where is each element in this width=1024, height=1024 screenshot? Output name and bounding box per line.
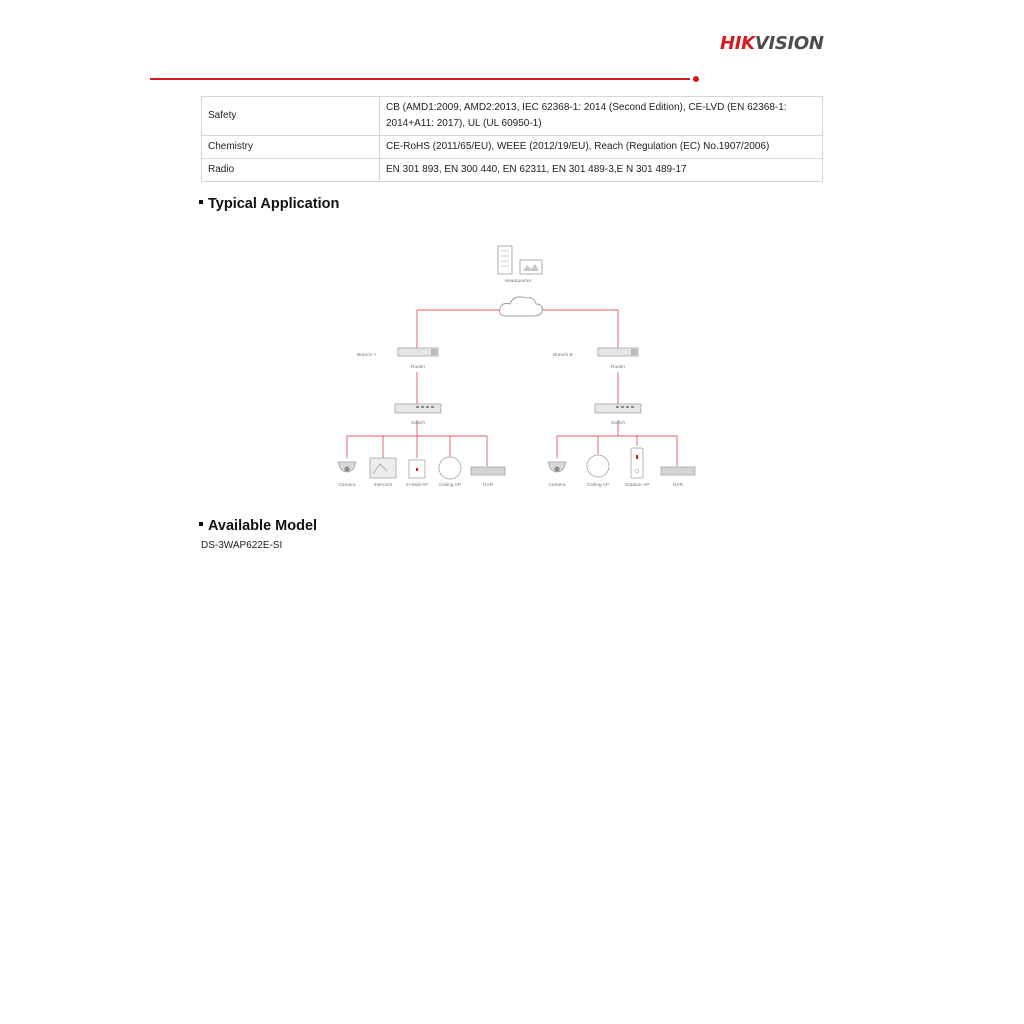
- table-row: [202, 136, 823, 159]
- cloud-icon: [500, 297, 543, 316]
- spec-table: [201, 96, 823, 182]
- bullet-square-icon: [199, 522, 203, 526]
- hikvision-logo: HIKVISION: [720, 33, 824, 54]
- branch-b-label: Branch B: [553, 353, 573, 358]
- device-label: In-Wall AP: [405, 483, 429, 488]
- device-label: NVR: [672, 483, 684, 488]
- spec-label: Chemistry: [202, 136, 380, 159]
- spec-value: CE-RoHS (2011/65/EU), WEEE (2012/19/EU), Reach (Regulation (EC) No.1907/2006): [380, 136, 823, 159]
- spec-label: Radio: [202, 159, 380, 182]
- router-a-label: Router: [410, 365, 426, 370]
- headquarter-building-icon: [498, 246, 512, 274]
- header-divider-dot: [693, 76, 699, 82]
- connection-lines: [347, 310, 677, 466]
- section-heading-typical-application: Typical Application: [199, 196, 339, 212]
- switch-a-label: Switch: [410, 421, 426, 426]
- router-b-label: Router: [610, 365, 626, 370]
- switch-a-icon: [395, 404, 441, 413]
- in-wall-ap-icon: [409, 460, 425, 478]
- spec-value: CB (AMD1:2009, AMD2:2013, IEC 62368-1: 2014 (Second Edition), CE-LVD (EN 62368-1: 2014+A11: 2017), UL (UL 60950-1): [380, 97, 823, 136]
- camera-icon: [548, 462, 566, 472]
- header-divider: [150, 78, 690, 80]
- intercom-icon: [370, 458, 396, 478]
- model-name: DS-3WAP622E-SI: [201, 540, 283, 551]
- branch-a-label: Branch A: [357, 353, 377, 358]
- ceiling-ap-icon: [439, 457, 461, 479]
- device-label: Ceiling AP: [438, 483, 462, 488]
- headquarter-monitor-icon: [520, 260, 542, 274]
- nvr-icon: [661, 467, 695, 475]
- table-row: [202, 97, 823, 136]
- device-label: Camera: [548, 483, 566, 488]
- outdoor-ap-icon: [631, 448, 643, 478]
- device-label: Outdoor AP: [624, 483, 650, 488]
- device-label: Ceiling AP: [586, 483, 610, 488]
- table-row: [202, 159, 823, 182]
- device-label: Intercom: [373, 483, 393, 488]
- router-a-icon: [398, 348, 438, 356]
- typical-application-diagram: [320, 236, 720, 496]
- device-label: NVR: [482, 483, 494, 488]
- ceiling-ap-icon: [587, 455, 609, 477]
- bullet-square-icon: [199, 200, 203, 204]
- nvr-icon: [471, 467, 505, 475]
- camera-icon: [338, 462, 356, 472]
- router-b-icon: [598, 348, 638, 356]
- switch-b-label: Switch: [610, 421, 626, 426]
- section-heading-available-model: Available Model: [199, 518, 317, 534]
- headquarter-label: Headquarter: [504, 279, 532, 284]
- spec-label: Safety: [202, 97, 380, 136]
- device-label: Camera: [338, 483, 356, 488]
- spec-value: EN 301 893, EN 300 440, EN 62311, EN 301 489-3,E N 301 489-17: [380, 159, 823, 182]
- switch-b-icon: [595, 404, 641, 413]
